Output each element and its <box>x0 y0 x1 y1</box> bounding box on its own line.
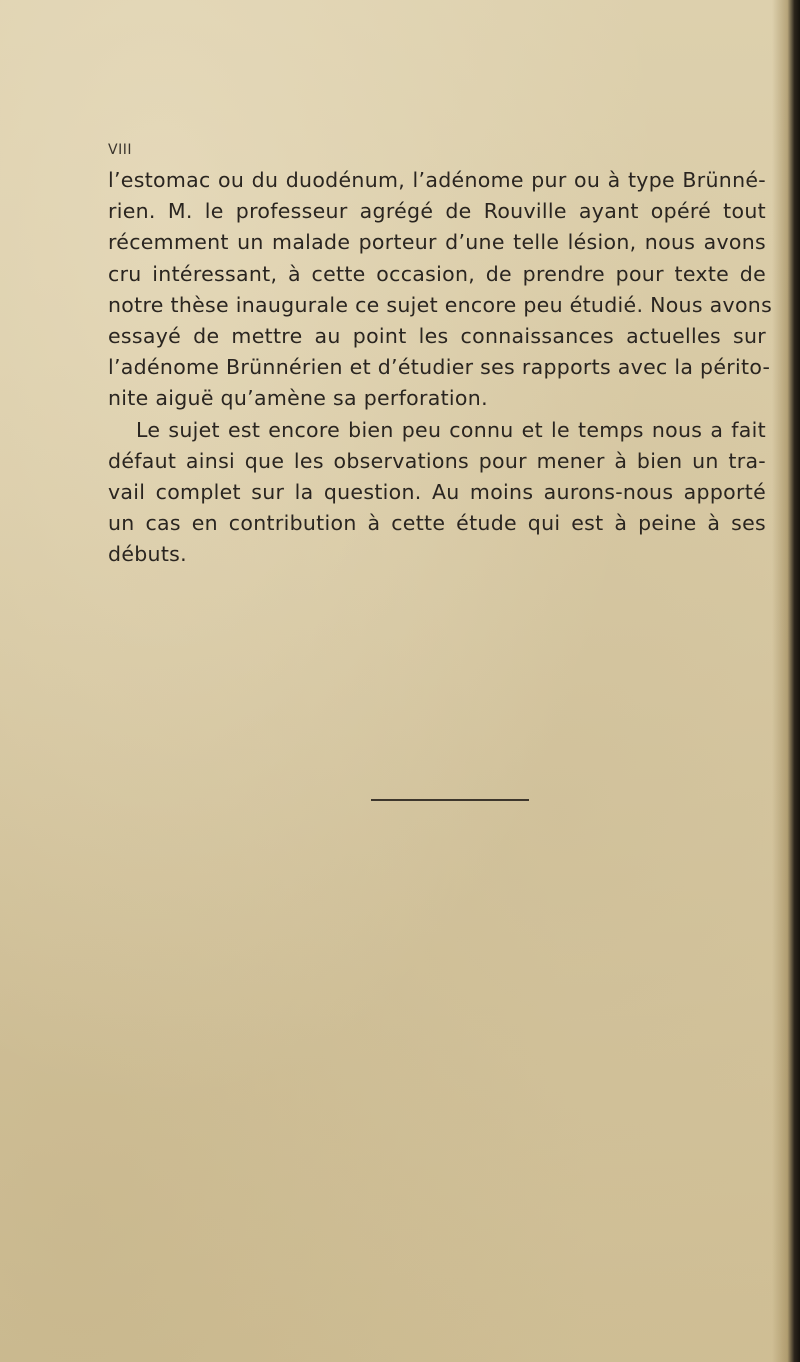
text-line: l’adénome Brünnérien et d’étudier ses rapports avec la périto- <box>108 355 771 380</box>
text-line: l’estomac ou du duodénum, l’adénome pur ou à type Brünné- <box>108 168 766 192</box>
text-line: débuts. <box>108 542 187 567</box>
body-text <box>108 165 773 571</box>
text-line: essayé de mettre au point les connaissances actuelles sur <box>108 324 766 349</box>
text-line: nite aiguë qu’amène sa perforation. <box>108 386 488 411</box>
text-line: cru intéressant, à cette occasion, de prendre pour texte de <box>108 261 766 286</box>
page-number: VIII <box>108 142 132 158</box>
text-line: un cas en contribution à cette étude qui est à peine à ses <box>108 511 766 536</box>
section-divider <box>371 799 529 801</box>
text-line: défaut ainsi que les observations pour mener à bien un tra- <box>108 448 766 473</box>
text-line: Le sujet est encore bien peu connu et le temps nous a fait <box>136 417 766 442</box>
paragraph-1 <box>108 165 773 415</box>
text-line: récemment un malade porteur d’une telle lésion, nous avons <box>108 230 766 255</box>
page-edge-shadow <box>772 0 800 1362</box>
text-line: notre thèse inaugurale ce sujet encore peu étudié. Nous avons <box>108 292 773 317</box>
text-line: vail complet sur la question. Au moins aurons-nous apporté <box>108 480 766 505</box>
text-line: rien. M. le professeur agrégé de Rouville ayant opéré tout <box>108 199 766 224</box>
paragraph-2 <box>108 415 766 571</box>
